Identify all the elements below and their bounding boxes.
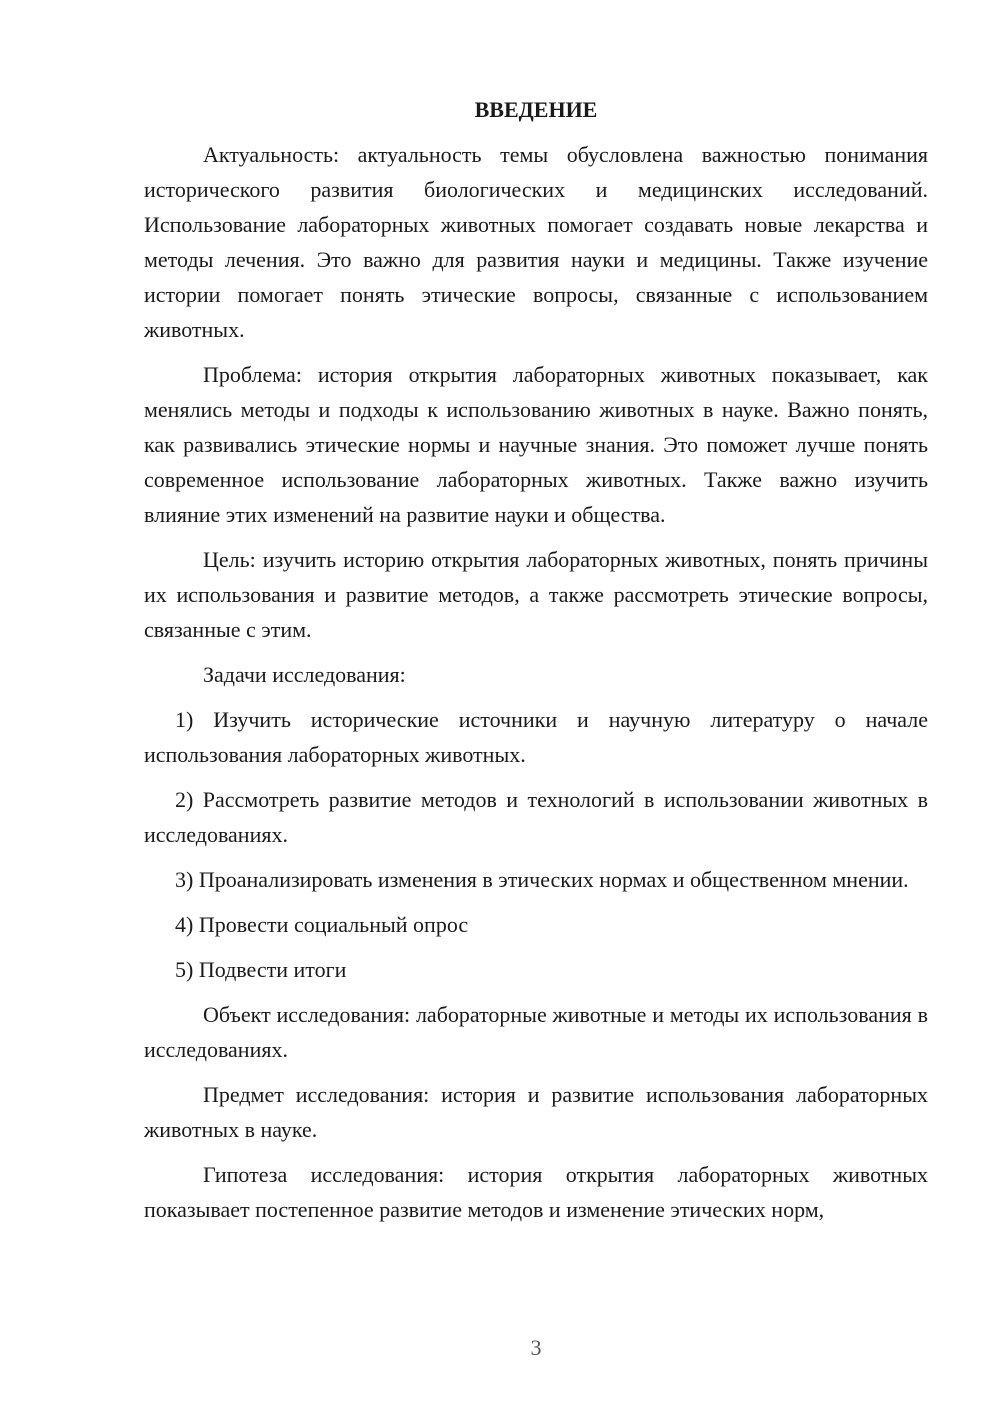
paragraph-problem: Проблема: история открытия лабораторных животных показывает, как менялись методы и подходы к использованию животных в науке. Важно понять, как развивались этические нормы и научные знания. Это поможет лучше понять современное использование лабораторных животных. Также важно изучить влияние этих изменений на развитие науки и общества. xyxy=(144,362,928,527)
paragraph-object: Объект исследования: лабораторные животные и методы их использования в исследованиях. xyxy=(144,1002,928,1062)
paragraph-goal: Цель: изучить историю открытия лабораторных животных, понять причины их использования и развитие методов, а также рассмотреть этические вопросы, связанные с этим. xyxy=(144,547,928,642)
page-number: 3 xyxy=(530,1335,542,1360)
list-item-task-4: 4) Провести социальный опрос xyxy=(175,912,469,937)
page-content xyxy=(144,92,928,1227)
list-item-task-5: 5) Подвести итоги xyxy=(175,957,347,982)
list-item-task-3: 3) Проанализировать изменения в этических нормах и общественном мнении. xyxy=(175,867,909,892)
paragraph-hypothesis: Гипотеза исследования: история открытия лабораторных животных показывает постепенное развитие методов и изменение этических норм, xyxy=(144,1162,928,1222)
list-item-task-2: 2) Рассмотреть развитие методов и технологий в использовании животных в исследованиях. xyxy=(144,787,928,847)
paragraph-tasks-heading: Задачи исследования: xyxy=(203,662,406,687)
section-title: ВВЕДЕНИЕ xyxy=(474,97,598,122)
paragraph-subject: Предмет исследования: история и развитие использования лабораторных животных в науке. xyxy=(144,1082,928,1142)
paragraph-relevance: Актуальность: актуальность темы обусловлена важностью понимания исторического развития биологических и медицинских исследований. Использование лабораторных животных помогает создавать новые лекарства и методы лечения. Это важно для развития науки и медицины. Также изучение истории помогает понять этические вопросы, связанные с использованием животных. xyxy=(144,142,928,342)
list-item-task-1: 1) Изучить исторические источники и научную литературу о начале использования лабораторных животных. xyxy=(144,707,928,767)
